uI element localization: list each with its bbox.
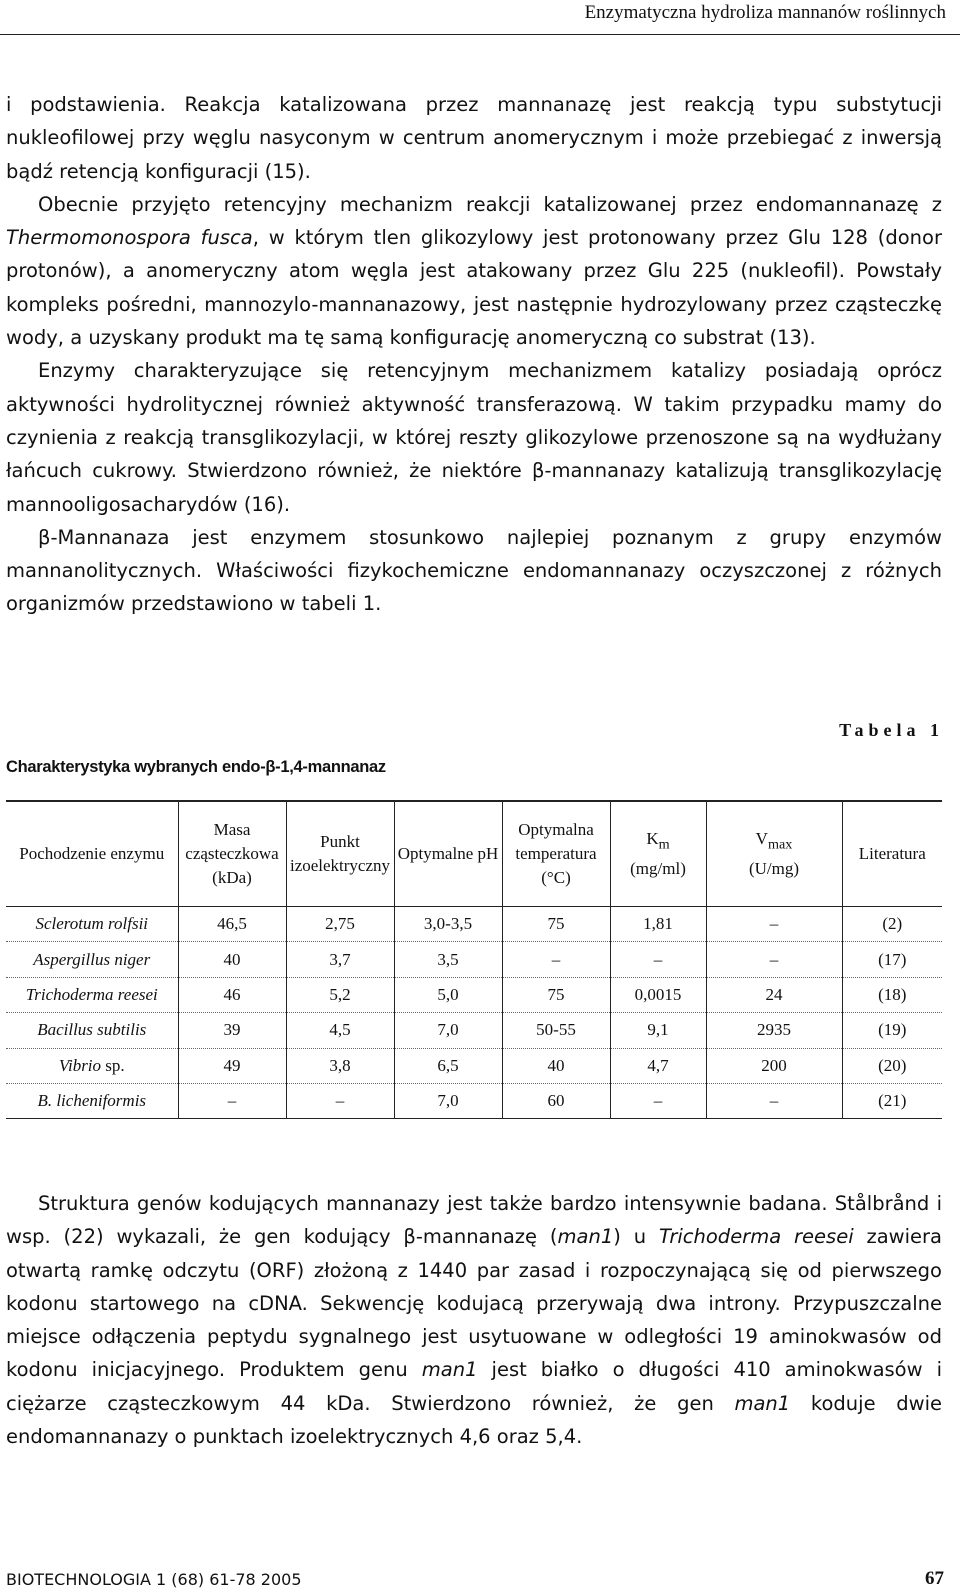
cell-pi: 4,5 xyxy=(286,1013,394,1048)
running-header: Enzymatyczna hydroliza mannanów roślinnych xyxy=(584,2,946,23)
cell-vmax: – xyxy=(706,907,842,942)
journal-citation: BIOTECHNOLOGIA 1 (68) 61-78 2005 xyxy=(6,1570,302,1589)
cell-pi: 3,7 xyxy=(286,942,394,977)
header-vmax xyxy=(706,801,842,907)
km-subscript: m xyxy=(658,836,670,853)
cell-pi: 2,75 xyxy=(286,907,394,942)
cell-mass: 49 xyxy=(178,1048,286,1083)
cell-km: – xyxy=(610,1083,706,1118)
cell-mass: 40 xyxy=(178,942,286,977)
table-row xyxy=(6,1048,942,1083)
cell-ph: 7,0 xyxy=(394,1083,502,1118)
cell-ph: 3,0-3,5 xyxy=(394,907,502,942)
table-row xyxy=(6,1013,942,1048)
cell-ph: 7,0 xyxy=(394,1013,502,1048)
cell-vmax: 2935 xyxy=(706,1013,842,1048)
page-number: 67 xyxy=(925,1568,944,1589)
vmax-symbol: V xyxy=(755,829,768,849)
header-ref: Literatura xyxy=(842,801,942,907)
cell-ref: (17) xyxy=(842,942,942,977)
gene-man1: man1 xyxy=(734,1391,791,1415)
text-block-top xyxy=(6,88,942,621)
km-symbol: K xyxy=(646,829,659,849)
cell-mass: 46 xyxy=(178,977,286,1012)
cell-mass: 39 xyxy=(178,1013,286,1048)
cell-vmax: – xyxy=(706,942,842,977)
cell-pi: 3,8 xyxy=(286,1048,394,1083)
header-km xyxy=(610,801,706,907)
species-trichoderma: Trichoderma reesei xyxy=(658,1225,854,1249)
cell-temp: 40 xyxy=(502,1048,610,1083)
cell-ref: (21) xyxy=(842,1083,942,1118)
gene-man1: man1 xyxy=(421,1358,478,1382)
cell-mass: – xyxy=(178,1083,286,1118)
km-unit: (mg/ml) xyxy=(630,858,686,878)
header-source: Pochodzenie enzymu xyxy=(6,801,178,907)
cell-vmax: 24 xyxy=(706,977,842,1012)
cell-ref: (19) xyxy=(842,1013,942,1048)
cell-organism: B. licheniformis xyxy=(6,1083,178,1118)
header-pi: Punkt izoelektryczny xyxy=(286,801,394,907)
gene-man1: man1 xyxy=(557,1225,614,1249)
cell-organism: Bacillus subtilis xyxy=(6,1013,178,1048)
cell-pi: – xyxy=(286,1083,394,1118)
table-title: Charakterystyka wybranych endo-β-1,4-mannanaz xyxy=(6,758,386,776)
cell-temp: 75 xyxy=(502,977,610,1012)
paragraph-3: Enzymy charakteryzujące się retencyjnym mechanizmem katalizy posiadają oprócz aktywności hydrolitycznej również aktywność transferazową. W takim przypadku mamy do czynienia z reakcją transglikozylacji, w której reszty glikozylowe przenoszone są na wydłużany łańcuch cukrowy. Stwierdzono również, że niektóre β-mannanazy katalizują transglikozylację mannooligosacharydów (16). xyxy=(6,359,942,516)
header-mass: Masa cząsteczkowa (kDa) xyxy=(178,801,286,907)
cell-ref: (18) xyxy=(842,977,942,1012)
cell-vmax: 200 xyxy=(706,1048,842,1083)
cell-km: – xyxy=(610,942,706,977)
cell-temp: – xyxy=(502,942,610,977)
cell-organism: Trichoderma reesei xyxy=(6,977,178,1012)
header-ph: Optymalne pH xyxy=(394,801,502,907)
cell-ph: 3,5 xyxy=(394,942,502,977)
paragraph-4: β-Mannanaza jest enzymem stosunkowo najlepiej poznanym z grupy enzymów mannanolitycznych. Właściwości fizykochemiczne endomannanazy oczyszczonej z różnych organizmów przedstawiono w tabeli 1. xyxy=(6,525,942,616)
header-rule xyxy=(0,34,960,35)
text-block-bottom xyxy=(6,1187,942,1453)
table-row xyxy=(6,907,942,942)
header-temp: Optymalna temperatura (°C) xyxy=(502,801,610,907)
cell-mass: 46,5 xyxy=(178,907,286,942)
mannanase-table xyxy=(6,800,942,1119)
cell-pi: 5,2 xyxy=(286,977,394,1012)
vmax-subscript: max xyxy=(767,836,793,853)
table-label: Tabela 1 xyxy=(839,720,944,740)
cell-km: 9,1 xyxy=(610,1013,706,1048)
cell-ph: 5,0 xyxy=(394,977,502,1012)
cell-ref: (20) xyxy=(842,1048,942,1083)
cell-vmax: – xyxy=(706,1083,842,1118)
cell-ref: (2) xyxy=(842,907,942,942)
species-thermomonospora: Thermomonospora fusca xyxy=(6,226,253,250)
cell-organism: Sclerotum rolfsii xyxy=(6,907,178,942)
paragraph-1: i podstawienia. Reakcja katalizowana przez mannanazę jest reakcją typu substytucji nukleofilowej przy węglu nasyconym w centrum anomerycznym i może przebiegać z inwersją bądź retencją konfiguracji (15). xyxy=(6,93,942,183)
table-row xyxy=(6,977,942,1012)
cell-temp: 60 xyxy=(502,1083,610,1118)
paragraph-2 xyxy=(6,188,942,354)
table-header-row xyxy=(6,801,942,907)
table-row xyxy=(6,942,942,977)
cell-km: 1,81 xyxy=(610,907,706,942)
cell-organism: Aspergillus niger xyxy=(6,942,178,977)
cell-ph: 6,5 xyxy=(394,1048,502,1083)
cell-temp: 50-55 xyxy=(502,1013,610,1048)
paragraph-2-part-a: Obecnie przyjęto retencyjny mechanizm reakcji katalizowanej przez endomannanazę z xyxy=(38,192,942,216)
table-row xyxy=(6,1083,942,1118)
vmax-unit: (U/mg) xyxy=(748,858,800,878)
cell-km: 0,0015 xyxy=(610,977,706,1012)
paragraph-2-part-b: , w którym tlen glikozylowy jest protonowany przez Glu 128 (donor protonów), a anomeryczny atom węgla jest atakowany przez Glu 225 (nukleofil). Powstały kompleks pośredni, mannozylo-mannanazowy, jest następnie hydrozylowany przez cząsteczkę wody, a uzyskany produkt ma tę samą konfigurację anomeryczną co substrat (13). xyxy=(6,226,942,350)
cell-organism: Vibrio sp. xyxy=(6,1048,178,1083)
cell-km: 4,7 xyxy=(610,1048,706,1083)
cell-temp: 75 xyxy=(502,907,610,942)
paragraph-5: Struktura genów kodujących mannanazy jest także bardzo intensywnie badana. Stålbrånd i wsp. (22) wykazali, że gen kodujący β-mannanazę (man1) u Trichoderma reesei zawiera otwartą ramkę odczytu (ORF) złożoną z 1440 par zasad i rozpoczynającą się od pierwszego kodonu startowego na cDNA. Sekwencję kodujacą przerywają dwa introny. Przypuszczalne miejsce odłączenia peptydu sygnalnego jest usytuowane w odległości 19 aminokwasów od kodonu inicjacyjnego. Produktem genu man1 jest białko o długości 410 aminokwasów i ciężarze cząsteczkowym 44 kDa. Stwierdzono również, że gen man1 koduje dwie endomannanazy o punktach izoelektrycznych 4,6 oraz 5,4. xyxy=(6,1192,942,1449)
